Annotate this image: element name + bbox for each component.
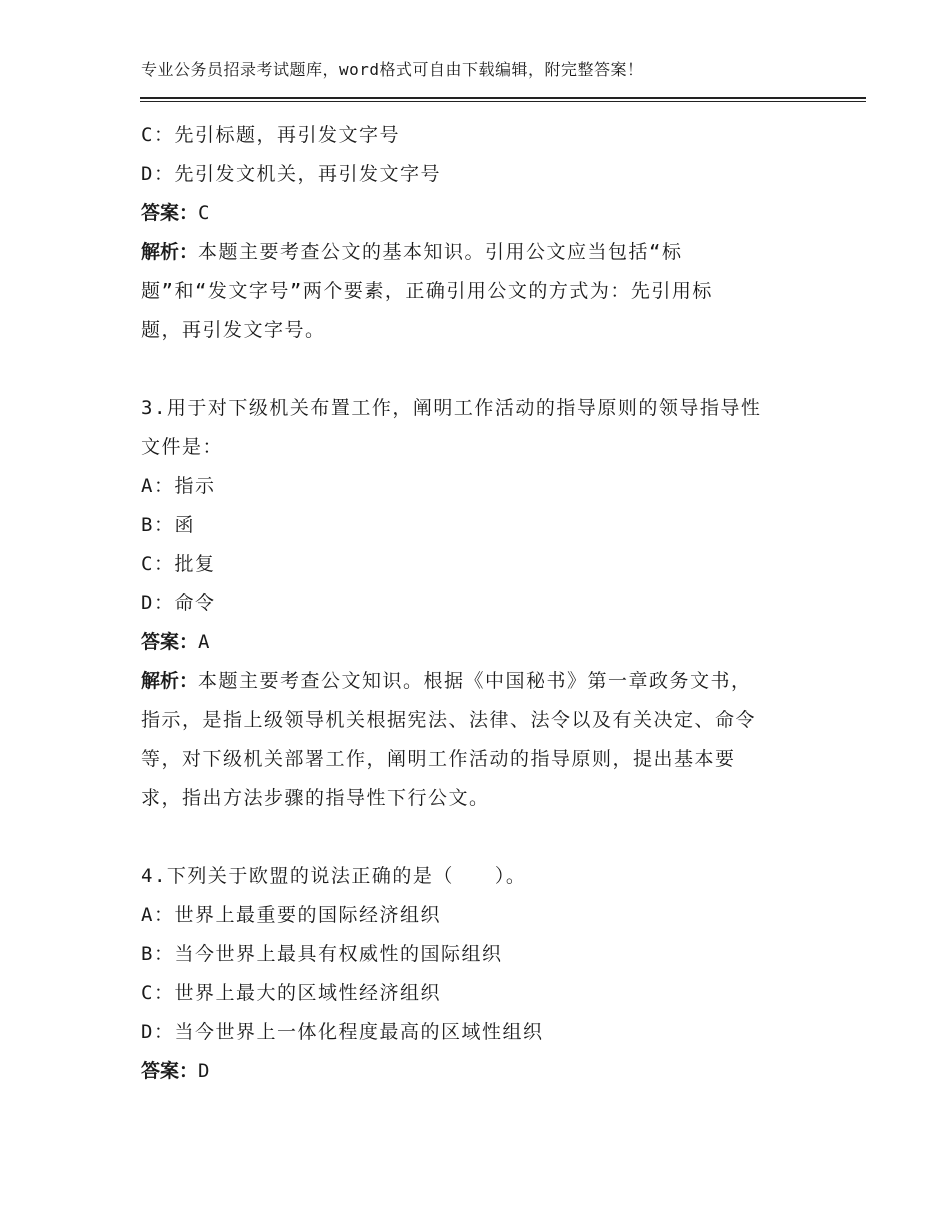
option-c: C：世界上最大的区域性经济组织 bbox=[141, 982, 441, 1004]
header-rule-thin bbox=[140, 101, 866, 102]
analysis-line bbox=[141, 662, 841, 701]
analysis-line bbox=[141, 233, 841, 272]
option-a: A：世界上最重要的国际经济组织 bbox=[141, 904, 441, 926]
answer-line bbox=[141, 194, 841, 233]
analysis-text: 指示，是指上级领导机关根据宪法、法律、法令以及有关决定、命令 bbox=[141, 709, 757, 731]
analysis-text: 题”和“发文字号”两个要素，正确引用公文的方式为：先引用标 bbox=[141, 280, 713, 302]
option-d: D：先引发文机关，再引发文字号 bbox=[141, 163, 441, 185]
option-a: A：指示 bbox=[141, 475, 216, 497]
analysis-text: 求，指出方法步骤的指导性下行公文。 bbox=[141, 787, 490, 809]
answer-line bbox=[141, 1052, 841, 1091]
answer-value: D bbox=[198, 1060, 211, 1082]
answer-label: 答案： bbox=[141, 1060, 199, 1082]
answer-label: 答案： bbox=[141, 202, 199, 224]
analysis-label: 解析： bbox=[141, 670, 199, 692]
option-c: C：先引标题，再引发文字号 bbox=[141, 124, 400, 146]
analysis-text: 本题主要考查公文知识。根据《中国秘书》第一章政务文书， bbox=[198, 670, 752, 692]
analysis-text: 等，对下级机关部署工作，阐明工作活动的指导原则，提出基本要 bbox=[141, 748, 736, 770]
option-b: B：当今世界上最具有权威性的国际组织 bbox=[141, 943, 503, 965]
answer-line bbox=[141, 623, 841, 662]
option-c: C：批复 bbox=[141, 553, 216, 575]
question-stem: 4.下列关于欧盟的说法正确的是（ ）。 bbox=[141, 865, 527, 887]
question-stem: 文件是： bbox=[141, 436, 224, 458]
header-rule-thick bbox=[140, 97, 866, 99]
question-stem: 3.用于对下级机关布置工作，阐明工作活动的指导原则的领导指导性 bbox=[141, 397, 762, 419]
option-d: D：当今世界上一体化程度最高的区域性组织 bbox=[141, 1021, 544, 1043]
option-b: B：函 bbox=[141, 514, 195, 536]
page-header: 专业公务员招录考试题库，word格式可自由下载编辑，附完整答案！ bbox=[141, 60, 644, 79]
analysis-label: 解析： bbox=[141, 241, 199, 263]
analysis-text: 本题主要考查公文的基本知识。引用公文应当包括“标 bbox=[198, 241, 683, 263]
spacer bbox=[141, 818, 841, 857]
document-body bbox=[141, 116, 841, 1091]
spacer bbox=[141, 350, 841, 389]
option-d: D：命令 bbox=[141, 592, 216, 614]
answer-value: C bbox=[198, 202, 211, 224]
answer-value: A bbox=[198, 631, 211, 653]
answer-label: 答案： bbox=[141, 631, 199, 653]
analysis-text: 题，再引发文字号。 bbox=[141, 319, 326, 341]
